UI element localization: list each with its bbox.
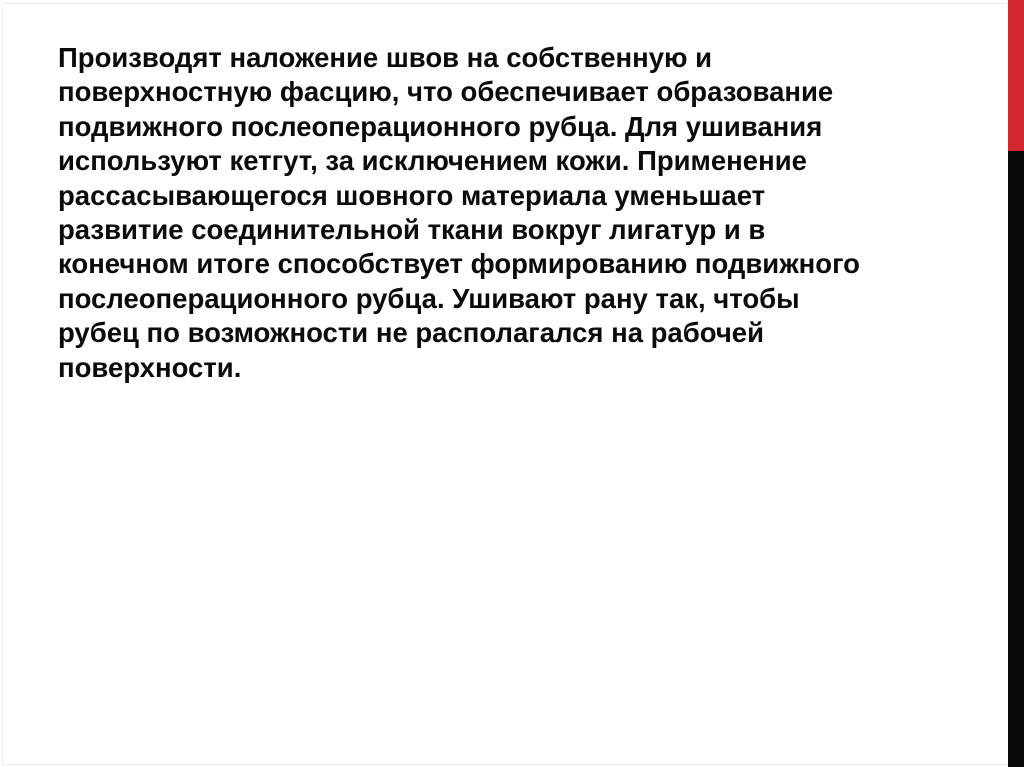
body-text-line: Производят наложение швов на собственную и [58,42,713,73]
accent-stripe-black-segment [1008,151,1024,767]
body-text-line: конечном итоге способствует формированию подвижного [58,248,860,280]
body-text-line: поверхности. [58,351,242,383]
body-text-line: послеоперационного рубца. Ушивают рану так, чтобы [58,282,800,314]
body-text-line: поверхностную фасцию, что обеспечивает образование [58,76,834,108]
body-text-line: развитие соединительной ткани вокруг лигатур и в [58,214,766,246]
body-text-line: рубец по возможности не располагался на рабочей [58,317,764,349]
body-text-line: подвижного послеоперационного рубца. Для ушивания [58,110,823,142]
body-text-line: используют кетгут, за исключением кожи. Применение [58,145,807,177]
body-text-line: рассасывающегося шовного материала уменьшает [58,179,766,211]
right-accent-stripe [1008,0,1024,767]
body-text-block [58,41,958,385]
accent-stripe-red-segment [1008,0,1024,151]
